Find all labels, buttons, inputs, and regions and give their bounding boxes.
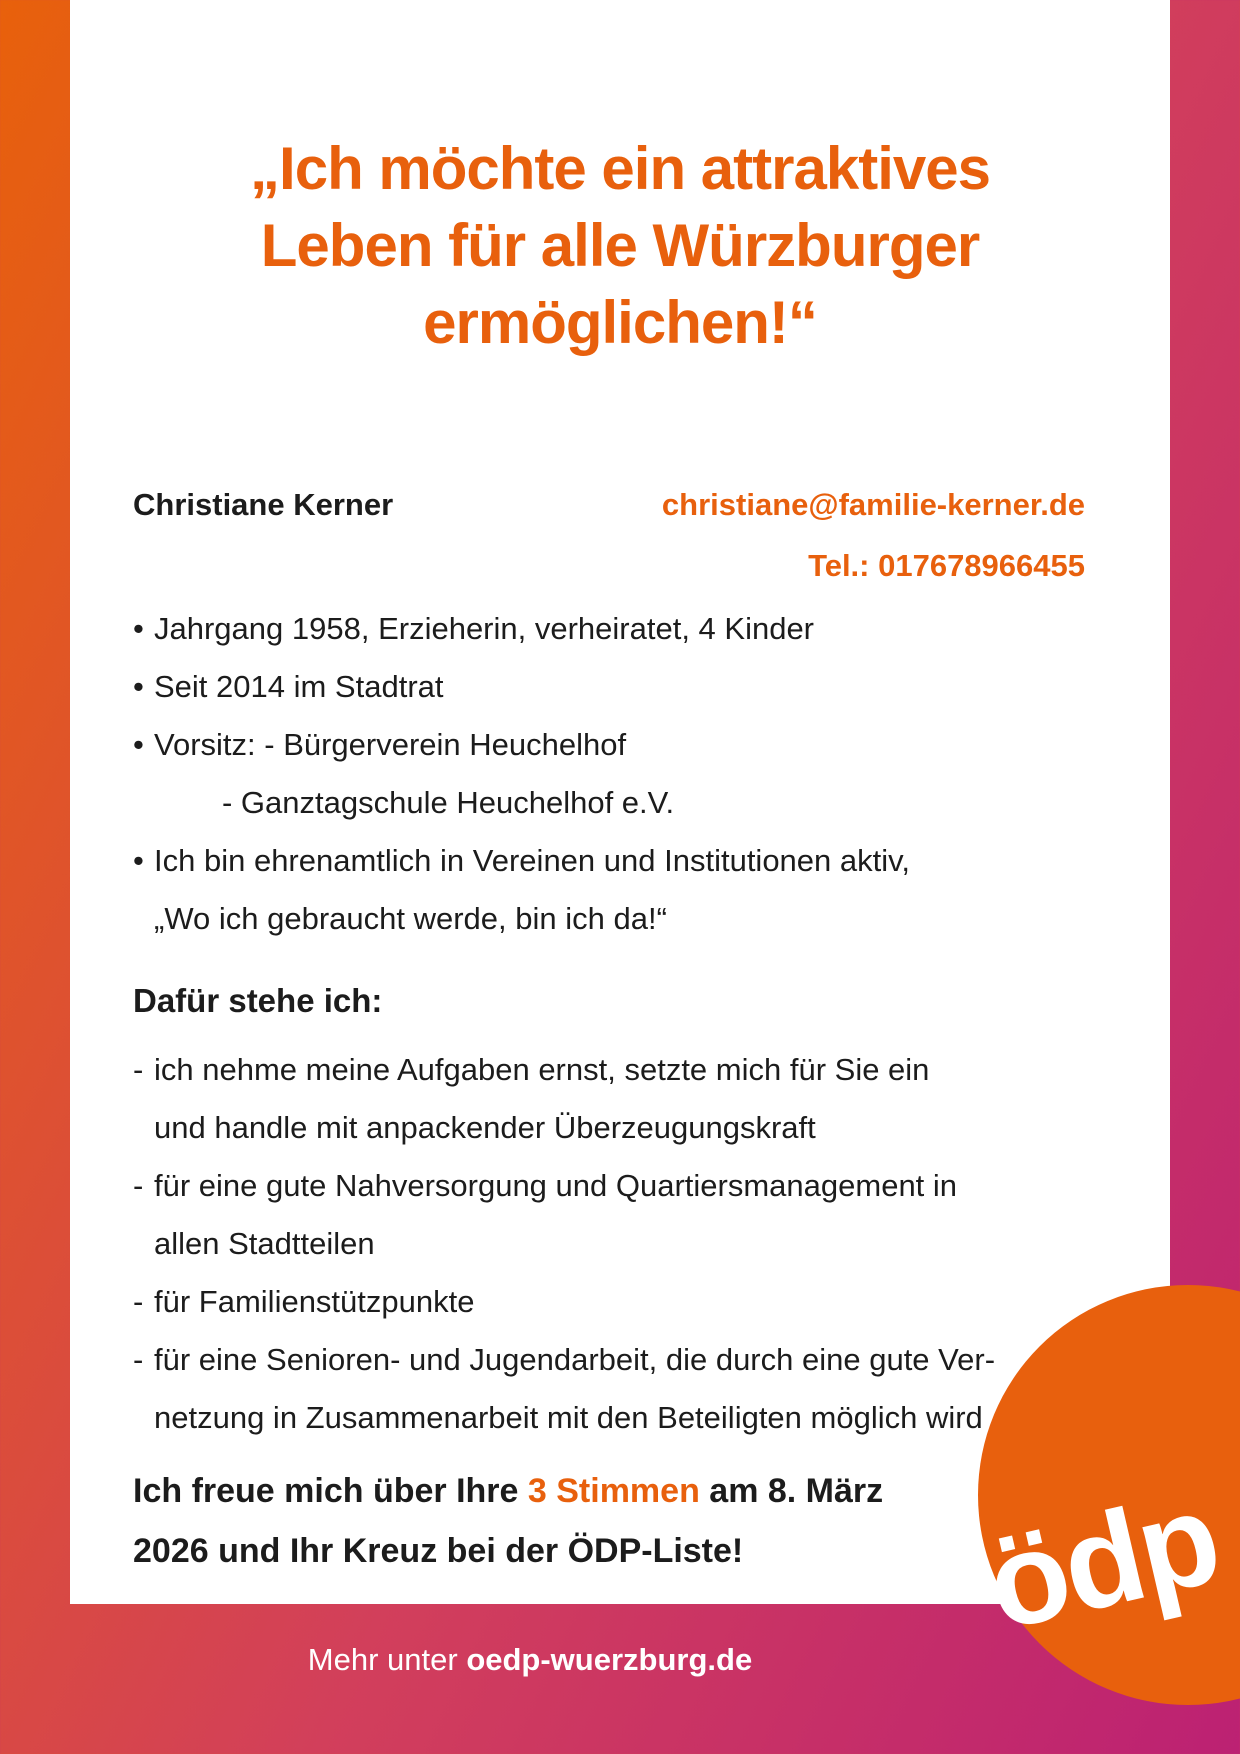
- list-line: [133, 1273, 1160, 1331]
- list-line: [133, 1157, 1160, 1215]
- list-text: und handle mit anpackender Überzeugungskraft: [154, 1110, 816, 1145]
- list-text: für eine gute Nahversorgung und Quartiersmanagement in: [154, 1168, 958, 1203]
- oedp-logo-text: ödp: [973, 1463, 1231, 1658]
- list-text: für eine Senioren- und Jugendarbeit, die durch eine gute Ver-: [154, 1342, 996, 1377]
- closing-line-2: 2026 und Ihr Kreuz bei der ÖDP-Liste!: [133, 1532, 744, 1570]
- list-line: [133, 774, 1150, 832]
- list-line: [133, 1099, 1160, 1157]
- list-marker: -: [133, 1052, 144, 1087]
- list-text: Jahrgang 1958, Erzieherin, verheiratet, 4 Kinder: [154, 611, 815, 646]
- list-marker: -: [133, 1342, 144, 1377]
- list-text: ich nehme meine Aufgaben ernst, setzte mich für Sie ein: [154, 1052, 930, 1087]
- list-line: [133, 1215, 1160, 1273]
- list-text: - Ganztagschule Heuchelhof e.V.: [222, 785, 675, 820]
- footer-prefix: Mehr unter: [307, 1642, 467, 1677]
- contact-row: [133, 487, 1085, 523]
- list-line: [133, 658, 1150, 716]
- list-text: „Wo ich gebraucht werde, bin ich da!“: [154, 901, 667, 936]
- headline-line-3: ermöglichen!“: [423, 289, 817, 356]
- list-line: [133, 832, 1150, 890]
- list-line: [133, 716, 1150, 774]
- phone-number: Tel.: 017678966455: [808, 548, 1085, 583]
- closing-appeal: [133, 1461, 963, 1581]
- list-marker: -: [133, 1284, 144, 1319]
- headline-line-2: Leben für alle Würzburger: [260, 212, 980, 279]
- list-marker: •: [133, 727, 144, 762]
- list-marker: •: [133, 669, 144, 704]
- platform-heading: Dafür stehe ich:: [133, 982, 383, 1019]
- list-text: Ich bin ehrenamtlich in Vereinen und Institutionen aktiv,: [154, 843, 910, 878]
- platform-list: [133, 1041, 1160, 1447]
- list-text: Seit 2014 im Stadtrat: [154, 669, 444, 704]
- list-line: [133, 890, 1150, 948]
- list-text: netzung in Zusammenarbeit mit den Beteiligten möglich wird: [154, 1400, 983, 1435]
- list-text: allen Stadtteilen: [154, 1226, 375, 1261]
- closing-pre: Ich freue mich über Ihre: [133, 1472, 528, 1510]
- closing-highlight: 3 Stimmen: [527, 1472, 700, 1510]
- content-card: [70, 0, 1170, 1604]
- headline-quote: [70, 130, 1170, 361]
- closing-line-1: [133, 1461, 963, 1521]
- bio-list: [133, 600, 1150, 948]
- headline-line-1: „Ich möchte ein attraktives: [250, 135, 990, 202]
- list-marker: •: [133, 611, 144, 646]
- list-marker: -: [133, 1168, 144, 1203]
- email-link[interactable]: christiane@familie-kerner.de: [661, 487, 1085, 522]
- list-text: Vorsitz: - Bürgerverein Heuchelhof: [154, 727, 627, 762]
- website-link[interactable]: oedp-wuerzburg.de: [466, 1642, 753, 1677]
- footer-bar: [0, 1642, 1060, 1678]
- list-line: [133, 600, 1150, 658]
- candidate-name: Christiane Kerner: [133, 487, 394, 522]
- list-line: [133, 1041, 1160, 1099]
- closing-post: am 8. März: [699, 1472, 884, 1510]
- list-marker: •: [133, 843, 144, 878]
- list-line: [133, 1331, 1160, 1389]
- list-text: für Familienstützpunkte: [154, 1284, 475, 1319]
